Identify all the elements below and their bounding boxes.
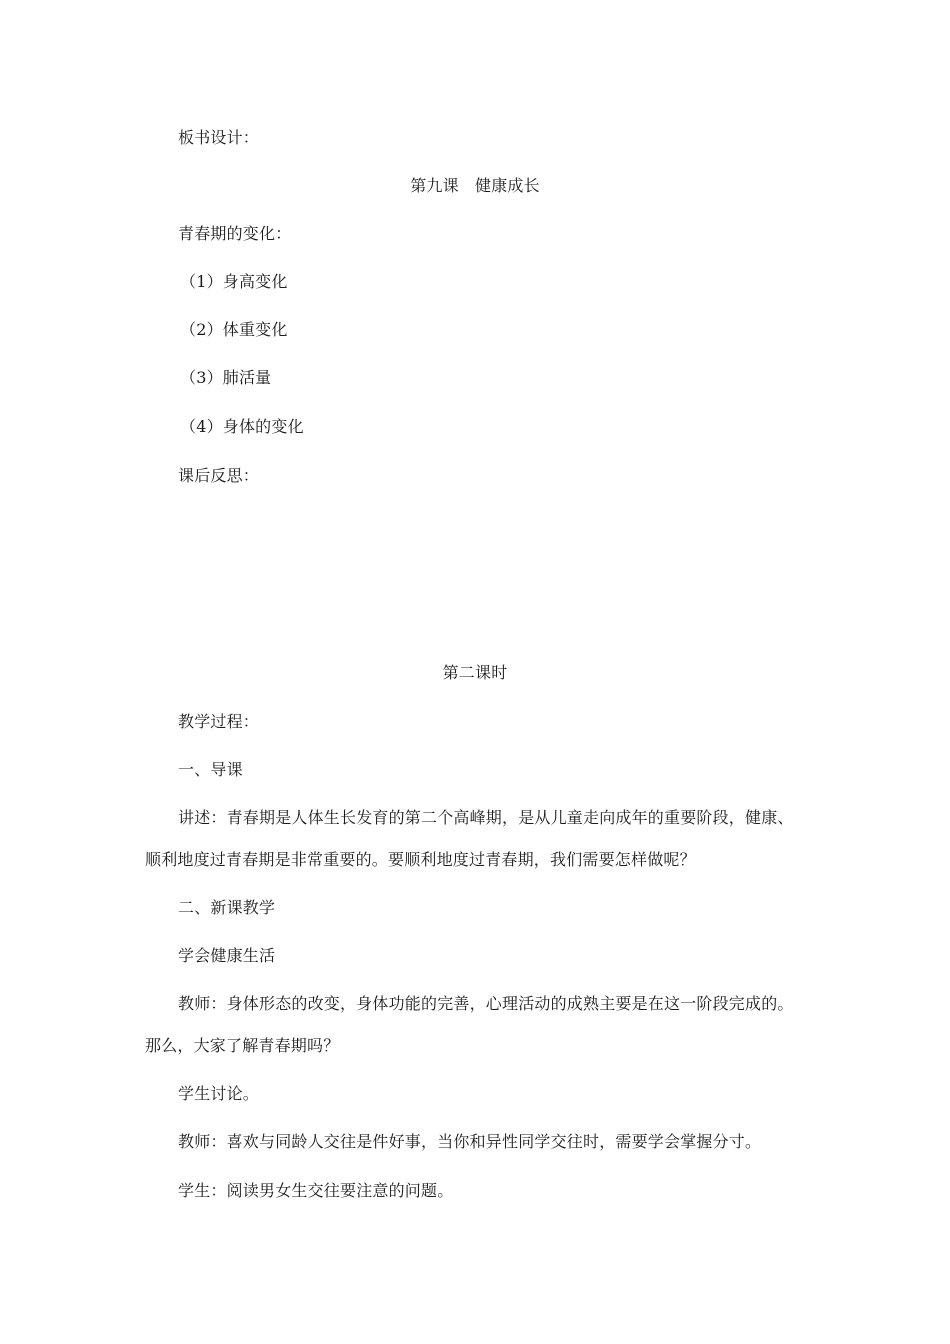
- change-item-4: （4）身体的变化: [180, 417, 304, 436]
- changes-heading: 青春期的变化：: [178, 224, 292, 243]
- change-item-1: （1）身高变化: [180, 272, 288, 291]
- narration-paragraph-line2: 顺利地度过青春期是非常重要的。要顺利地度过青春期，我们需要怎样做呢？: [145, 850, 696, 869]
- second-lesson-title: 第二课时: [442, 663, 508, 682]
- teacher-paragraph-2: 教师：喜欢与同龄人交往是件好事，当你和异性同学交往时，需要学会掌握分寸。: [178, 1132, 762, 1151]
- section-new-lesson-heading: 二、新课教学: [178, 898, 276, 917]
- section-intro-heading: 一、导课: [178, 760, 243, 779]
- change-item-2: （2）体重变化: [180, 320, 288, 339]
- reflection-label: 课后反思：: [178, 466, 260, 485]
- teacher-paragraph-1-line1: 教师：身体形态的改变，身体功能的完善，心理活动的成熟主要是在这一阶段完成的。: [178, 994, 794, 1013]
- narration-paragraph-line1: 讲述：青春期是人体生长发育的第二个高峰期，是从儿童走向成年的重要阶段，健康、: [178, 808, 794, 827]
- lesson-title: 第九课 健康成长: [410, 176, 540, 195]
- topic-heading: 学会健康生活: [178, 946, 276, 965]
- teaching-process-label: 教学过程：: [178, 712, 260, 731]
- board-design-label: 板书设计：: [178, 128, 260, 147]
- change-item-3: （3）肺活量: [180, 368, 272, 387]
- teacher-paragraph-1-line2: 那么，大家了解青春期吗？: [145, 1036, 340, 1055]
- student-reading-line: 学生：阅读男女生交往要注意的问题。: [178, 1181, 454, 1200]
- student-discussion-line: 学生讨论。: [178, 1084, 260, 1103]
